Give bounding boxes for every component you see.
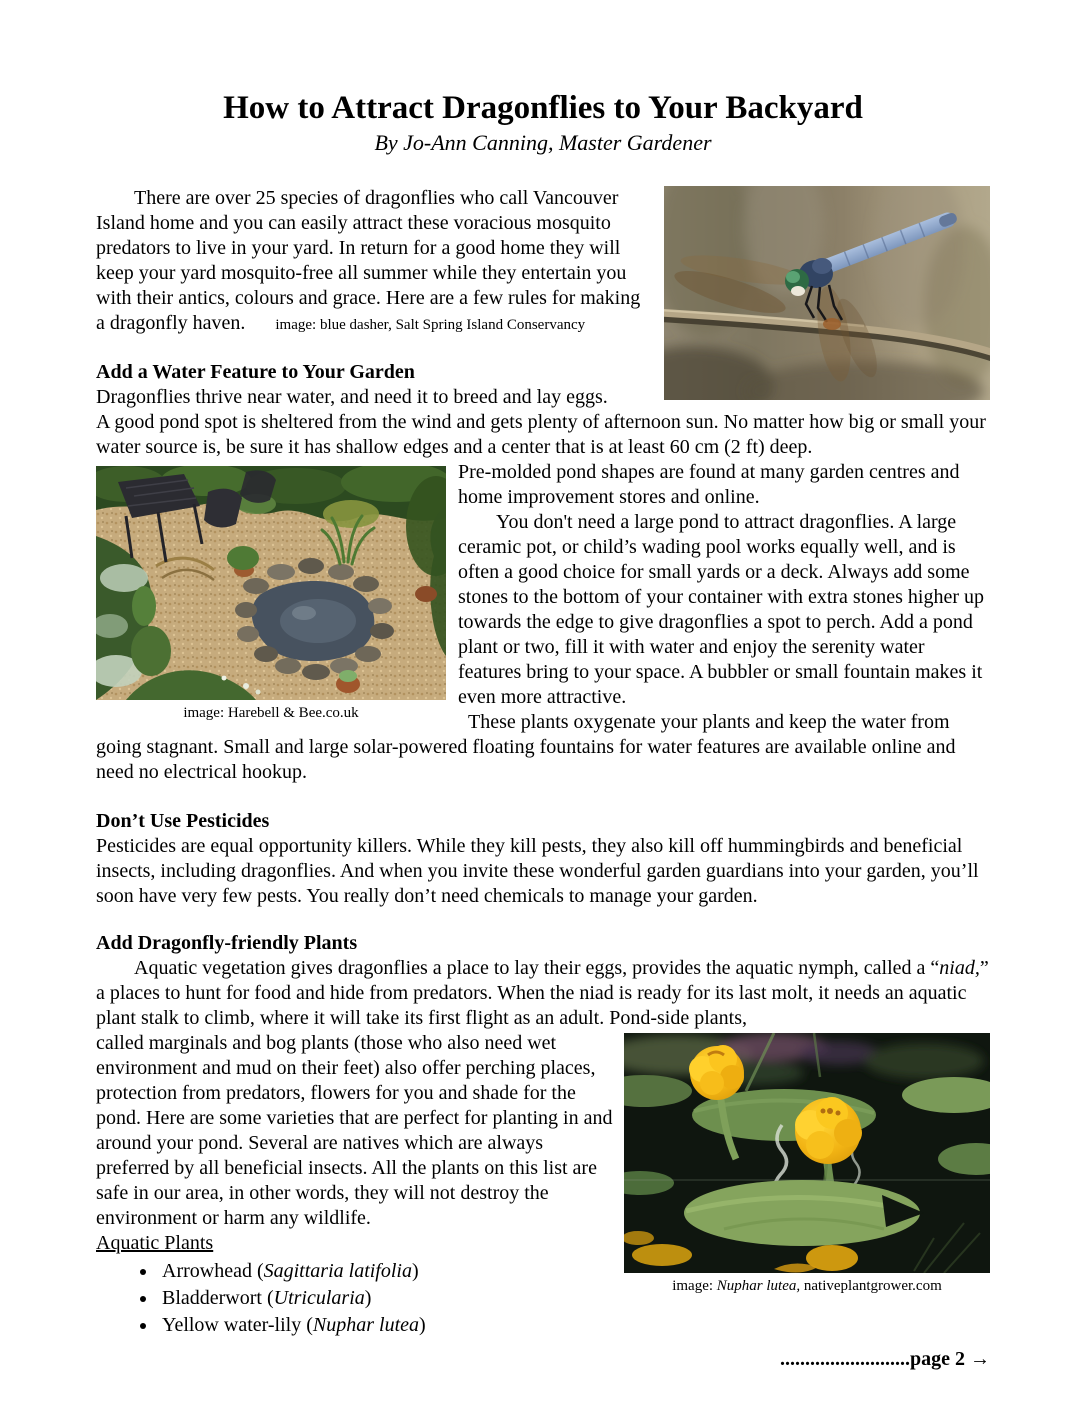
pond-photo-credit: image: Harebell & Bee.co.uk bbox=[183, 705, 359, 721]
water-paragraph-1: Dragonflies thrive near water, and need it to breed and lay eggs. bbox=[96, 386, 608, 408]
pond-photo-art bbox=[96, 466, 446, 700]
plant-name: Bladderwort ( bbox=[162, 1287, 274, 1309]
lily-credit-latin: Nuphar lutea, bbox=[716, 1278, 801, 1294]
aquatic-plants-list-heading: Aquatic Plants bbox=[96, 1232, 214, 1254]
dragonfly-photo-credit: image: blue dasher, Salt Spring Island Conservancy bbox=[275, 317, 586, 333]
plants-paragraph-2: called marginals and bog plants (those who also need wet environment and mud on their feet) also offer perching places, protection from predators, flowers for you and shade for the pond. Here are some varieties that are perfect for planting in and around your pond. Several are natives which are always preferred by all beneficial insects. All the plants on this list are safe in our area, in other words, they will not destroy the environment or harm any wildlife. bbox=[96, 1032, 613, 1229]
water-section-heading: Add a Water Feature to Your Garden bbox=[96, 361, 415, 383]
byline: By Jo-Ann Canning, Master Gardener bbox=[374, 130, 712, 155]
page-title: How to Attract Dragonflies to Your Backyard bbox=[223, 90, 863, 126]
plants-paragraph-1-text: Aquatic vegetation gives dragonflies a place to lay their eggs, provides the aquatic nymph, called a “ bbox=[134, 957, 940, 979]
plants-paragraph-1 bbox=[96, 956, 990, 1031]
plant-latin-name: Nuphar lutea bbox=[312, 1314, 420, 1336]
plant-name: Arrowhead ( bbox=[162, 1260, 264, 1282]
pesticides-paragraph: Pesticides are equal opportunity killers. While they kill pests, they also kill off hummingbirds and beneficial insects, including dragonflies. And when you invite these wonderful garden guardians into your garden, you’ll soon have very few pests. You really don’t need chemicals to manage your garden. bbox=[96, 835, 979, 907]
plants-paragraph-1-rest: ” a places to hunt for food and hide from predators. When the niad is ready for its last molt, it needs an aquatic plant stalk to climb, where it will take its first flight as an adult. Pond-side plants, bbox=[96, 957, 989, 1029]
dragonfly-photo-art bbox=[664, 186, 990, 400]
plant-latin-name: Sagittaria latifolia bbox=[263, 1260, 412, 1282]
water-lily-photo bbox=[624, 1033, 990, 1296]
water-lily-photo-art bbox=[624, 1033, 990, 1273]
pond-photo bbox=[96, 466, 446, 723]
lily-photo-credit bbox=[624, 1273, 990, 1296]
plant-latin-name: Utricularia bbox=[273, 1287, 365, 1309]
lily-credit-post: nativeplantgrower.com bbox=[800, 1278, 942, 1294]
dragonfly-photo bbox=[664, 186, 990, 400]
water-paragraph-2: A good pond spot is sheltered from the wind and gets plenty of afternoon sun. No matter how big or small your water source is, be sure it has shallow edges and a center that is at least 60 cm (2 ft) deep. bbox=[96, 411, 986, 458]
page-continuation-note: ..........................page 2 → bbox=[780, 1348, 990, 1370]
intro-text: There are over 25 species of dragonflies who call Vancouver Island home and you can easily attract these voracious mosquito predators to live in your yard. In return for a good home they will keep your yard mosquito-free all summer while they entertain you with their antics, colours and grace. Here are a few rules for making a dragonfly haven. bbox=[96, 187, 641, 334]
water-paragraph-4: You don't need a large pond to attract dragonflies. A large ceramic pot, or child’s wading pool works equally well, and is often a good choice for small yards or a deck. Always add some stones to the bottom of your container with extra stones higher up towards the edge to give dragonflies a spot to perch. Add a pond plant or two, fill it with water and enjoy the serenity water features bring to your space. A bubbler or small fountain makes it even more attractive. bbox=[458, 511, 985, 708]
plant-name-close: ) bbox=[419, 1314, 426, 1336]
niad-term: niad, bbox=[939, 957, 980, 979]
list-item bbox=[158, 1312, 990, 1339]
lily-credit-pre: image: bbox=[672, 1278, 717, 1294]
plant-name-close: ) bbox=[411, 1260, 419, 1282]
plants-section-heading: Add Dragonfly-friendly Plants bbox=[96, 932, 358, 954]
plant-name-close: ) bbox=[364, 1287, 372, 1309]
water-paragraph-5: These plants oxygenate your plants and keep the water from going stagnant. Small and large solar-powered floating fountains for water features are available online and need no electrical hookup. bbox=[96, 711, 956, 783]
water-paragraph-3: Pre-molded pond shapes are found at many garden centres and home improvement stores and online. bbox=[458, 461, 960, 508]
plant-name: Yellow water-lily ( bbox=[162, 1314, 313, 1336]
pesticides-section-heading: Don’t Use Pesticides bbox=[96, 810, 270, 832]
